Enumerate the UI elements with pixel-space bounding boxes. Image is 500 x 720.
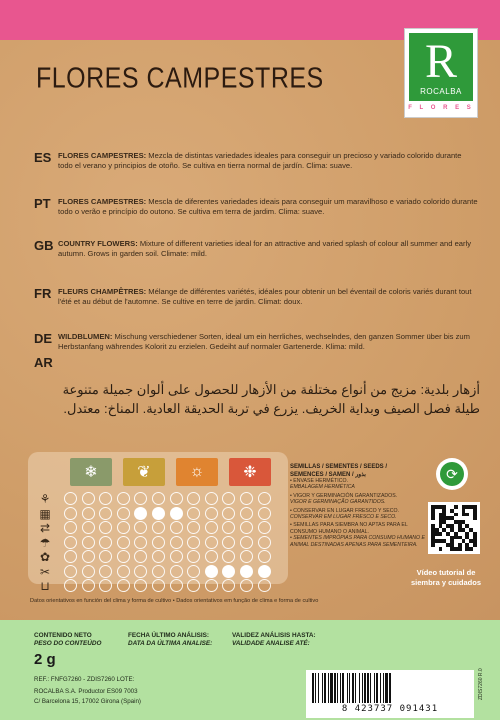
last-analysis-label: FECHA ÚLTIMO ANÁLISIS: DATA DA ÚLTIMA ANALISE: <box>128 632 213 647</box>
month-dot <box>222 536 235 549</box>
month-dot <box>152 492 165 505</box>
month-dot <box>99 507 112 520</box>
month-dot <box>222 521 235 534</box>
video-tutorial-label[interactable]: Vídeo tutorial de siembra y cuidados <box>410 568 482 587</box>
month-dot <box>170 507 183 520</box>
month-dot <box>187 507 200 520</box>
season-winter-icon: ❄ <box>70 458 112 486</box>
producer-line: ROCALBA S.A. Productor ES09 7003 <box>34 688 138 695</box>
season-summer-icon: ☼ <box>176 458 218 486</box>
month-dot <box>258 521 271 534</box>
lang-code: PT <box>34 196 51 211</box>
month-dot <box>205 579 218 592</box>
logo-flores-line: F L O R E S <box>408 105 474 111</box>
logo-letter: R <box>424 35 457 88</box>
seed-sow-icon: ⚘ <box>39 492 51 506</box>
month-dot <box>117 579 130 592</box>
month-dot <box>240 507 253 520</box>
month-dot <box>222 492 235 505</box>
transplant-icon: ⇄ <box>39 521 51 535</box>
orientative-disclaimer: Datos orientativos en función del clima y forma de cultivo • Dados orientativos em função de clima e forma de cultivo <box>30 598 319 604</box>
rocalba-logo <box>404 28 478 118</box>
logo-brand: ROCALBA <box>420 87 462 96</box>
net-weight: 2 g <box>34 651 56 668</box>
month-dot <box>152 579 165 592</box>
month-dot <box>82 492 95 505</box>
month-dot <box>222 550 235 563</box>
ean-barcode <box>306 670 474 718</box>
vertical-print-code: ZDIS7260 R.0 <box>478 668 484 700</box>
month-dot <box>117 492 130 505</box>
seeds-heading: SEMILLAS / SEMENTES / SEEDS / SEMENCES / SAMEN / بذور <box>290 464 388 478</box>
lang-description: FLEURS CHAMPÊTRES: Mélange de différentes variétés, idéales pour obtenir un bel éventail de coloris variés durant tout l'été et au début de l'automne. Se cultive en terre de jardin. Climat: doux. <box>58 287 472 306</box>
month-dot <box>99 492 112 505</box>
month-dot <box>64 536 77 549</box>
lang-description: COUNTRY FLOWERS: Mixture of different varieties ideal for an attractive and varied splash of colour all summer and early autumn. Grows in garden soil. Climate: mild. <box>58 239 472 258</box>
month-dot <box>258 565 271 578</box>
lang-code: ES <box>34 150 52 165</box>
lang-code: DE <box>34 331 53 346</box>
month-dot <box>134 579 147 592</box>
month-dot <box>64 565 77 578</box>
month-dot <box>205 521 218 534</box>
product-title: FLORES CAMPESTRES <box>36 62 324 95</box>
flower-icon: ✿ <box>39 550 51 564</box>
month-dot <box>99 579 112 592</box>
net-content-label: CONTENIDO NETO PESO DO CONTEÚDO <box>34 632 102 647</box>
month-dot <box>152 536 165 549</box>
month-dot <box>222 579 235 592</box>
month-dot <box>170 550 183 563</box>
month-dot <box>152 550 165 563</box>
month-dot <box>240 492 253 505</box>
month-dot <box>170 492 183 505</box>
month-dot <box>240 550 253 563</box>
month-dot <box>240 536 253 549</box>
month-dot <box>258 550 271 563</box>
analysis-validity-label: VALIDEZ ANÁLISIS HASTA: VALIDADE ANALISE ATÉ: <box>232 632 316 647</box>
month-dot <box>117 565 130 578</box>
seeds-info-item: • SEMILLAS PARA SIEMBRA NO APTAS PARA EL CONSUMO HUMANO O ANIMAL. • SEMENTES IMPRÓPIAS PARA CONSUMO HUMANO E ANIMAL DESTINADAS APENAS PARA SEMENTEIRA. <box>290 522 425 548</box>
month-dot <box>187 550 200 563</box>
month-dot <box>117 536 130 549</box>
month-dot <box>64 579 77 592</box>
month-dot <box>99 550 112 563</box>
green-dot-recycle-icon: ⟳ <box>436 458 468 490</box>
lang-code-ar: AR <box>34 355 53 370</box>
month-dot <box>240 521 253 534</box>
month-dot <box>187 579 200 592</box>
month-dot <box>82 536 95 549</box>
month-dot <box>205 507 218 520</box>
season-autumn-icon: ❉ <box>229 458 271 486</box>
harvest-basket-icon: ⊔ <box>40 579 50 593</box>
qr-code[interactable] <box>428 502 480 554</box>
month-dot <box>64 492 77 505</box>
lang-description: FLORES CAMPESTRES: Mezcla de distintas variedades ideales para conseguir un precioso y variado colorido durante todo el verano y principios de otoño. Se cultiva en tierra normal de jardín. Clima: suave. <box>58 151 462 170</box>
month-dot <box>170 521 183 534</box>
month-dot <box>134 521 147 534</box>
month-dot <box>134 536 147 549</box>
month-dot <box>152 507 165 520</box>
month-dot <box>82 507 95 520</box>
month-dot <box>258 579 271 592</box>
month-dot <box>258 492 271 505</box>
month-dot <box>99 536 112 549</box>
lang-code: FR <box>34 286 52 301</box>
month-dot <box>187 521 200 534</box>
month-dot <box>205 565 218 578</box>
month-dot <box>152 521 165 534</box>
month-dot <box>82 579 95 592</box>
seedbed-icon: ▦ <box>39 506 51 521</box>
month-dot <box>222 565 235 578</box>
lang-description: WILDBLUMEN: Mischung verschiedener Sorten, ideal um ein herrliches, wechselndes, den ganzen Sommer über bis zum Herbstanfang währendes Kolorit zu erzielen. Gedeiht auf normaler Gartenerde. Klima: mild. <box>58 332 470 351</box>
month-dot <box>82 521 95 534</box>
watering-icon: ☂ <box>39 535 51 550</box>
month-dot <box>258 536 271 549</box>
month-dot <box>99 521 112 534</box>
month-dot <box>170 536 183 549</box>
month-dot <box>82 550 95 563</box>
month-dot <box>82 565 95 578</box>
calendar-row <box>34 577 284 595</box>
logo-green-block <box>409 33 473 101</box>
month-dot <box>134 507 147 520</box>
month-dot <box>64 521 77 534</box>
month-dot <box>152 565 165 578</box>
month-dot <box>170 579 183 592</box>
address-line: C/ Barcelona 15, 17002 Girona (Spain) <box>34 698 141 705</box>
seeds-info-item: • VIGOR Y GERMINACIÓN GARANTIZADOS. VIGOR E GERMINAÇÃO GARANTIDOS. <box>290 492 398 506</box>
month-dot <box>170 565 183 578</box>
month-dot <box>240 565 253 578</box>
month-dot <box>64 550 77 563</box>
month-dot <box>187 492 200 505</box>
month-dot <box>205 536 218 549</box>
seeds-info-item: • CONSERVAR EN LUGAR FRESCO Y SECO. CONSERVAR EM LUGAR FRESCO E SECO. <box>290 507 399 521</box>
seeds-info-item: • ENVASE HERMÉTICO. EMBALAGEM HERMÉTICA <box>290 478 355 491</box>
month-dot <box>134 492 147 505</box>
reference-lot: REF.: FNFG7260 - ZDIS7260 LOTE: <box>34 676 135 683</box>
month-dot <box>258 507 271 520</box>
month-dot <box>117 521 130 534</box>
month-dot <box>117 550 130 563</box>
month-dot <box>64 507 77 520</box>
seeds-info-list <box>290 478 428 550</box>
month-dot <box>134 550 147 563</box>
lang-description-ar: أزهار بلدية: مزيج من أنواع مختلفة من الأزهار للحصول على ألوان جميلة متنوعة طيلة فصل الصيف وبداية الخريف. يزرع في تربة الحديقة العادية. المناخ: معتدل. <box>62 382 480 416</box>
month-dot <box>222 507 235 520</box>
barcode-digits: 8 423737 091431 <box>341 704 439 714</box>
month-dot <box>117 507 130 520</box>
season-spring-icon: ❦ <box>123 458 165 486</box>
month-dot <box>187 565 200 578</box>
month-dot <box>240 579 253 592</box>
month-dot <box>134 565 147 578</box>
lang-description: FLORES CAMPESTRES: Mescla de diferentes variedades ideais para conseguir um maravilhoso e variado colorido durante todo o verão e princípio do outono. Se cultiva em terra de jardim. Clima: suave. <box>58 197 478 216</box>
month-dot <box>99 565 112 578</box>
month-dot <box>187 536 200 549</box>
harvest-icon: ✂ <box>39 564 51 579</box>
month-dot <box>205 550 218 563</box>
lang-code: GB <box>34 238 54 253</box>
month-dot <box>205 492 218 505</box>
